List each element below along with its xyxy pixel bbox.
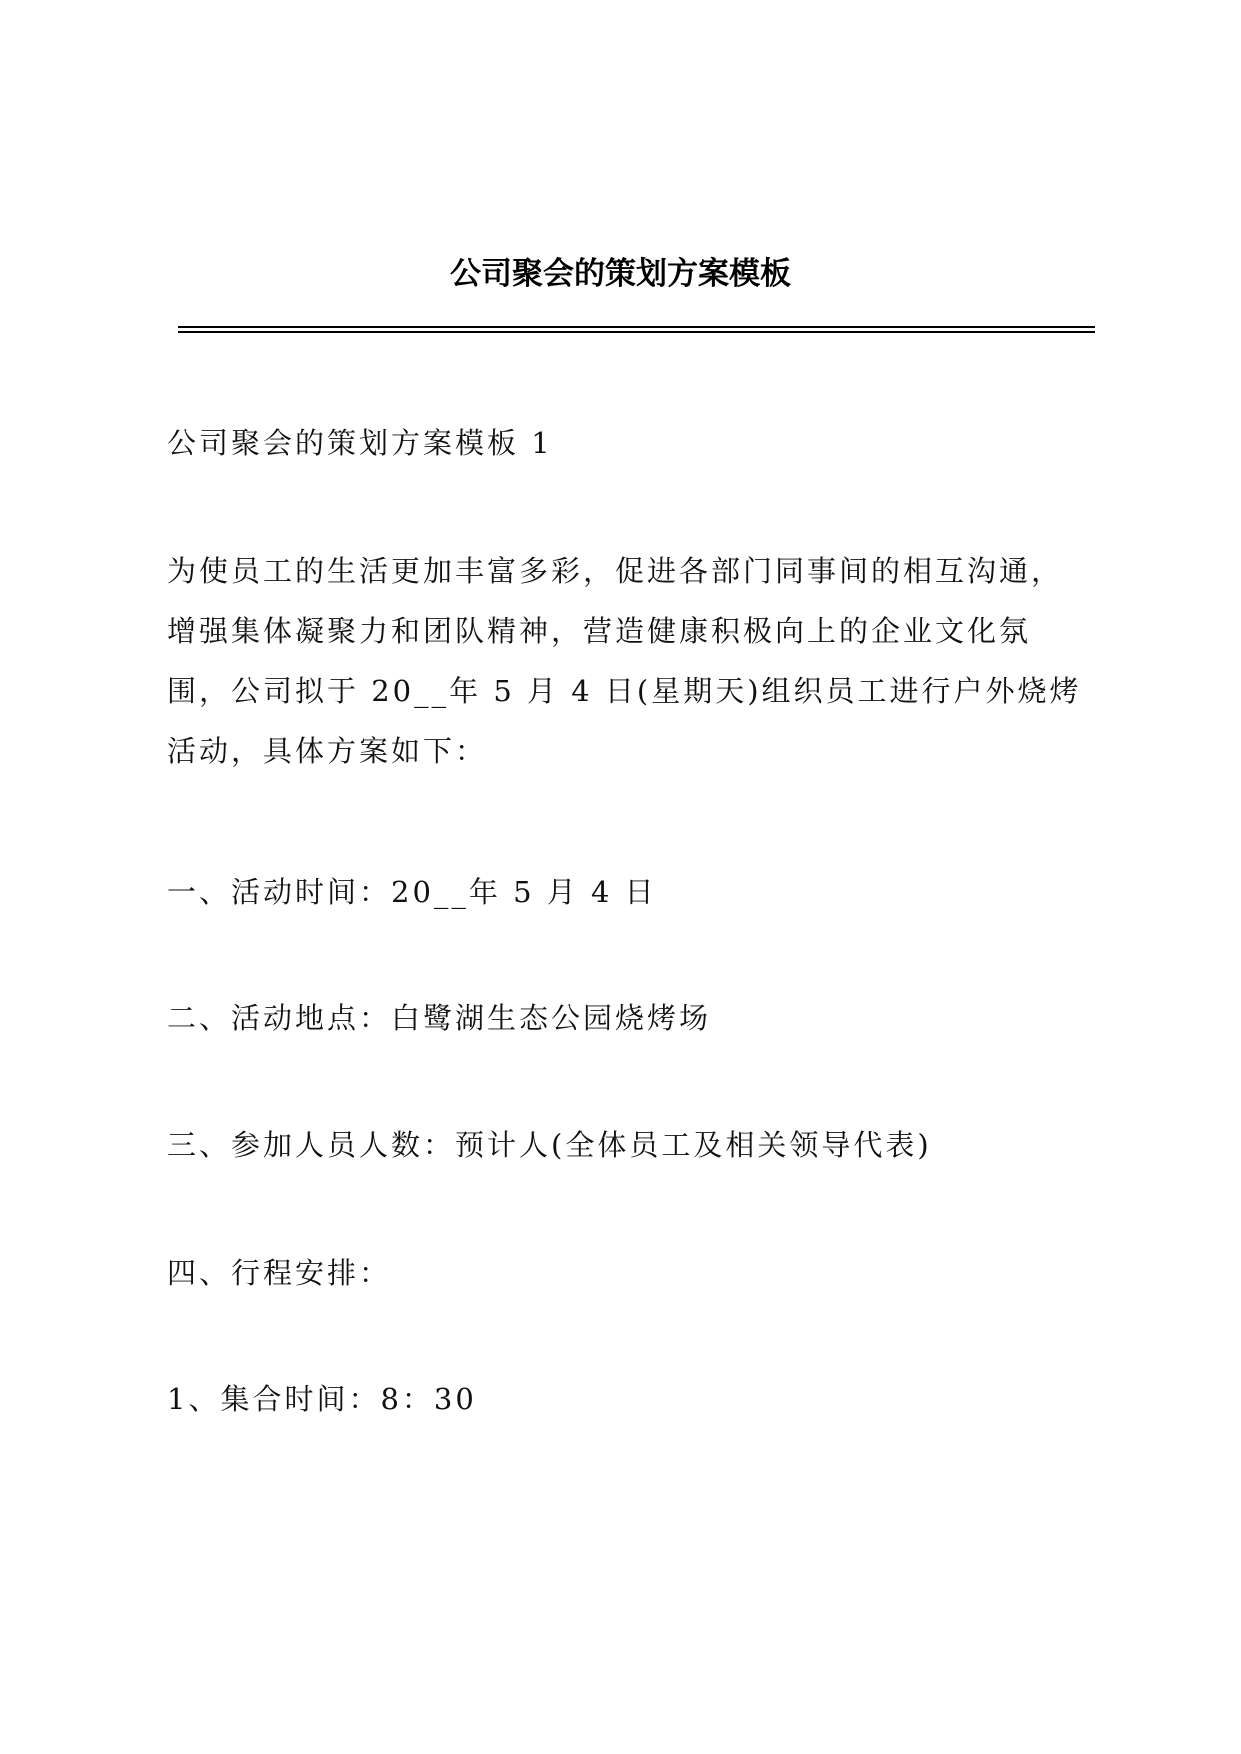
item-schedule: 四、行程安排： [167, 1256, 392, 1290]
section-heading: 公司聚会的策划方案模板 1 [167, 426, 553, 460]
title-divider-bottom [178, 331, 1095, 333]
item-participants: 三、参加人员人数：预计人(全体员工及相关领导代表) [167, 1128, 932, 1162]
item-activity-time: 一、活动时间：20__年 5 月 4 日 [167, 875, 657, 909]
title-divider-top [178, 326, 1095, 328]
intro-paragraph [167, 541, 1087, 781]
intro-line: 增强集体凝聚力和团队精神，营造健康积极向上的企业文化氛 [167, 614, 1032, 648]
intro-line: 活动，具体方案如下： [167, 734, 488, 768]
item-gathering-time: 1、集合时间：8：30 [167, 1382, 477, 1416]
document-title: 公司聚会的策划方案模板 [450, 256, 791, 292]
intro-line: 围，公司拟于 20__年 5 月 4 日(星期天)组织员工进行户外烧烤 [167, 674, 1082, 708]
intro-line: 为使员工的生活更加丰富多彩，促进各部门同事间的相互沟通， [167, 554, 1064, 588]
item-activity-location: 二、活动地点：白鹭湖生态公园烧烤场 [167, 1001, 712, 1035]
